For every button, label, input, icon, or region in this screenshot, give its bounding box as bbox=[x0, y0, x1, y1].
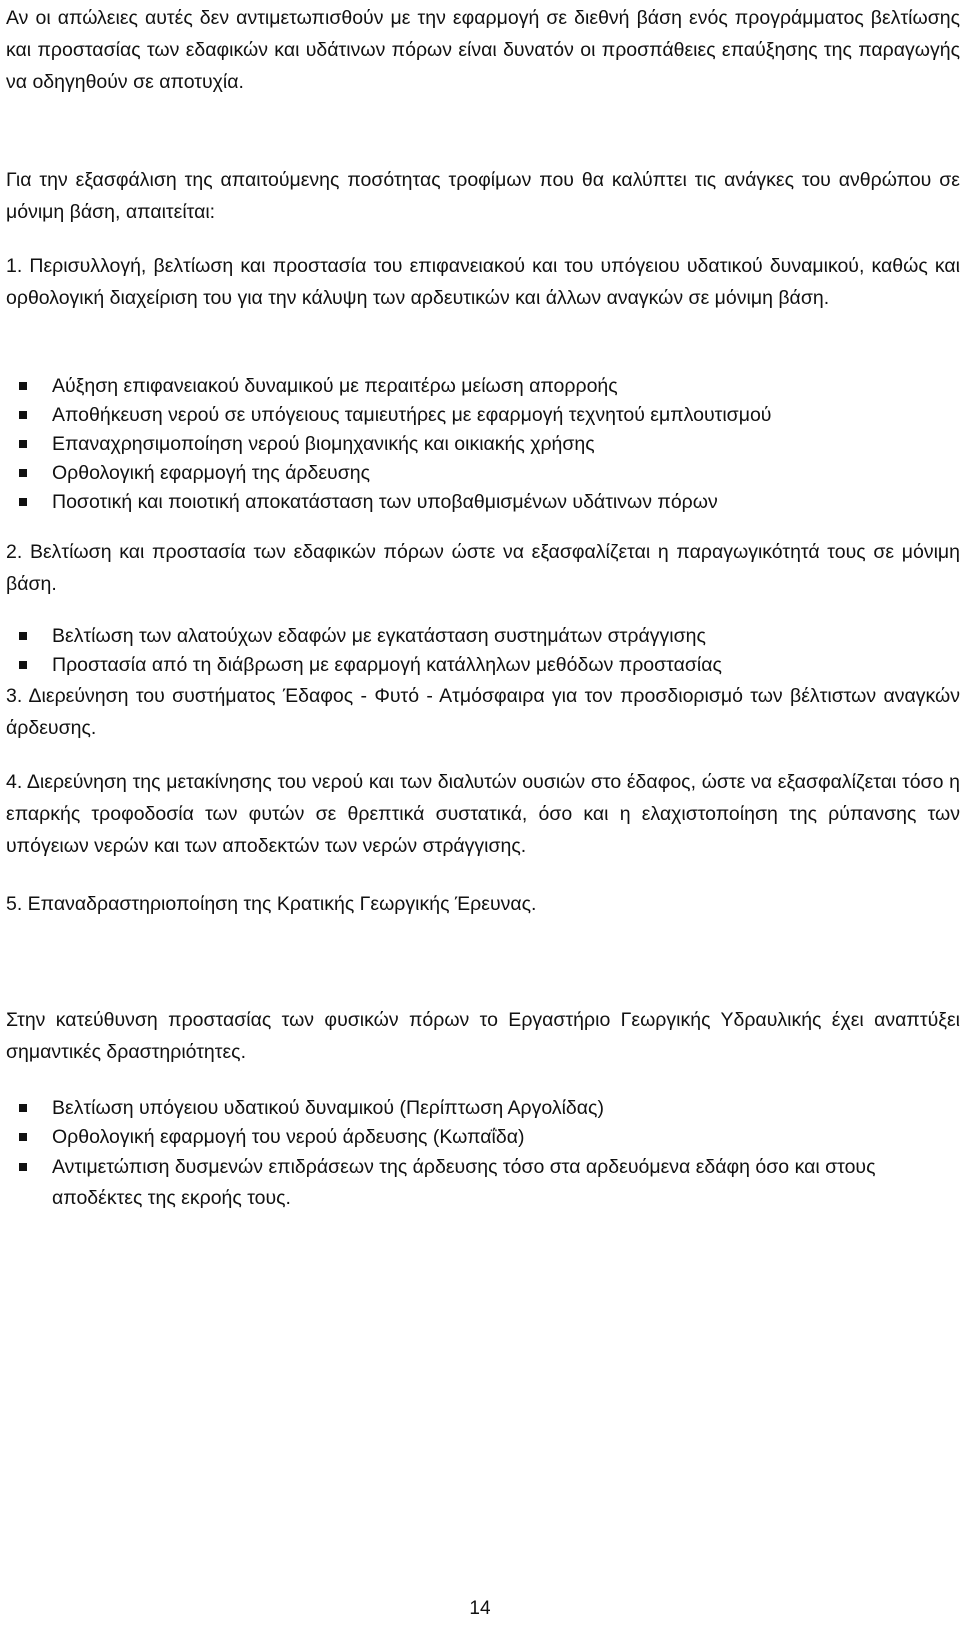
list-item: Αντιμετώπιση δυσμενών επιδράσεων της άρδευσης τόσο στα αρδευόμενα εδάφη όσο και στους αποδέκτες της εκροής τους. bbox=[0, 1152, 952, 1214]
bullet-list-activities bbox=[0, 1094, 960, 1214]
bullet-list-water bbox=[0, 372, 960, 517]
list-item: Βελτίωση υπόγειου υδατικού δυναμικού (Περίπτωση Αργολίδας) bbox=[0, 1094, 960, 1123]
list-item: Ορθολογική εφαρμογή της άρδευσης bbox=[0, 459, 960, 488]
paragraph-requirements: Για την εξασφάλιση της απαιτούμενης ποσότητας τροφίμων που θα καλύπτει τις ανάγκες του ανθρώπου σε μόνιμη βάση, απαιτείται: bbox=[6, 169, 960, 223]
bullet-list-soil bbox=[0, 622, 960, 680]
list-item: Ποσοτική και ποιοτική αποκατάσταση των υποβαθμισμένων υδάτινων πόρων bbox=[0, 488, 960, 517]
numbered-item-5: 5. Επαναδραστηριοποίηση της Κρατικής Γεωργικής Έρευνας. bbox=[6, 893, 537, 915]
numbered-item-1: 1. Περισυλλογή, βελτίωση και προστασία του επιφανειακού και του υπόγειου υδατικού δυναμικού, καθώς και ορθολογική διαχείριση του για την κάλυψη των αρδευτικών και άλλων αναγκών σε μόνιμη βάση. bbox=[6, 255, 960, 309]
list-item: Επαναχρησιμοποίηση νερού βιομηχανικής και οικιακής χρήσης bbox=[0, 430, 960, 459]
square-bullet-icon bbox=[19, 440, 27, 448]
square-bullet-icon bbox=[19, 661, 27, 669]
square-bullet-icon bbox=[19, 382, 27, 390]
numbered-item-3: 3. Διερεύνηση του συστήματος Έδαφος - Φυτό - Ατμόσφαιρα για τον προσδιορισμό των βέλτιστων αναγκών άρδευσης. bbox=[6, 685, 960, 739]
square-bullet-icon bbox=[19, 411, 27, 419]
paragraph-intro: Αν οι απώλειες αυτές δεν αντιμετωπισθούν με την εφαρμογή σε διεθνή βάση ενός προγράμματος βελτίωσης και προστασίας των εδαφικών και υδάτινων πόρων είναι δυνατόν οι προσπάθειες επαύξησης της παραγωγής να οδηγηθούν σε αποτυχία. bbox=[6, 7, 960, 93]
list-item: Ορθολογική εφαρμογή του νερού άρδευσης (Κωπαΐδα) bbox=[0, 1123, 960, 1152]
list-item: Βελτίωση των αλατούχων εδαφών με εγκατάσταση συστημάτων στράγγισης bbox=[0, 622, 960, 651]
square-bullet-icon bbox=[19, 1163, 27, 1171]
list-item: Αύξηση επιφανειακού δυναμικού με περαιτέρω μείωση απορροής bbox=[0, 372, 960, 401]
numbered-item-4: 4. Διερεύνηση της μετακίνησης του νερού και των διαλυτών ουσιών στο έδαφος, ώστε να εξασφαλίζεται τόσο η επαρκής τροφοδοσία των φυτών σε θρεπτικά συστατικά, όσο και η ελαχιστοποίηση της ρύπανσης των υπόγειων νερών και των αποδεκτών των νερών στράγγισης. bbox=[6, 771, 960, 857]
paragraph-lab-activities: Στην κατεύθυνση προστασίας των φυσικών πόρων το Εργαστήριο Γεωργικής Υδραυλικής έχει αναπτύξει σημαντικές δραστηριότητες. bbox=[6, 1009, 960, 1063]
square-bullet-icon bbox=[19, 469, 27, 477]
list-item: Αποθήκευση νερού σε υπόγειους ταμιευτήρες με εφαρμογή τεχνητού εμπλουτισμού bbox=[0, 401, 960, 430]
square-bullet-icon bbox=[19, 632, 27, 640]
square-bullet-icon bbox=[19, 1133, 27, 1141]
page-number: 14 bbox=[469, 1598, 491, 1619]
numbered-item-2: 2. Βελτίωση και προστασία των εδαφικών πόρων ώστε να εξασφαλίζεται η παραγωγικότητά τους σε μόνιμη βάση. bbox=[6, 541, 960, 595]
square-bullet-icon bbox=[19, 498, 27, 506]
square-bullet-icon bbox=[19, 1104, 27, 1112]
list-item: Προστασία από τη διάβρωση με εφαρμογή κατάλληλων μεθόδων προστασίας bbox=[0, 651, 960, 680]
